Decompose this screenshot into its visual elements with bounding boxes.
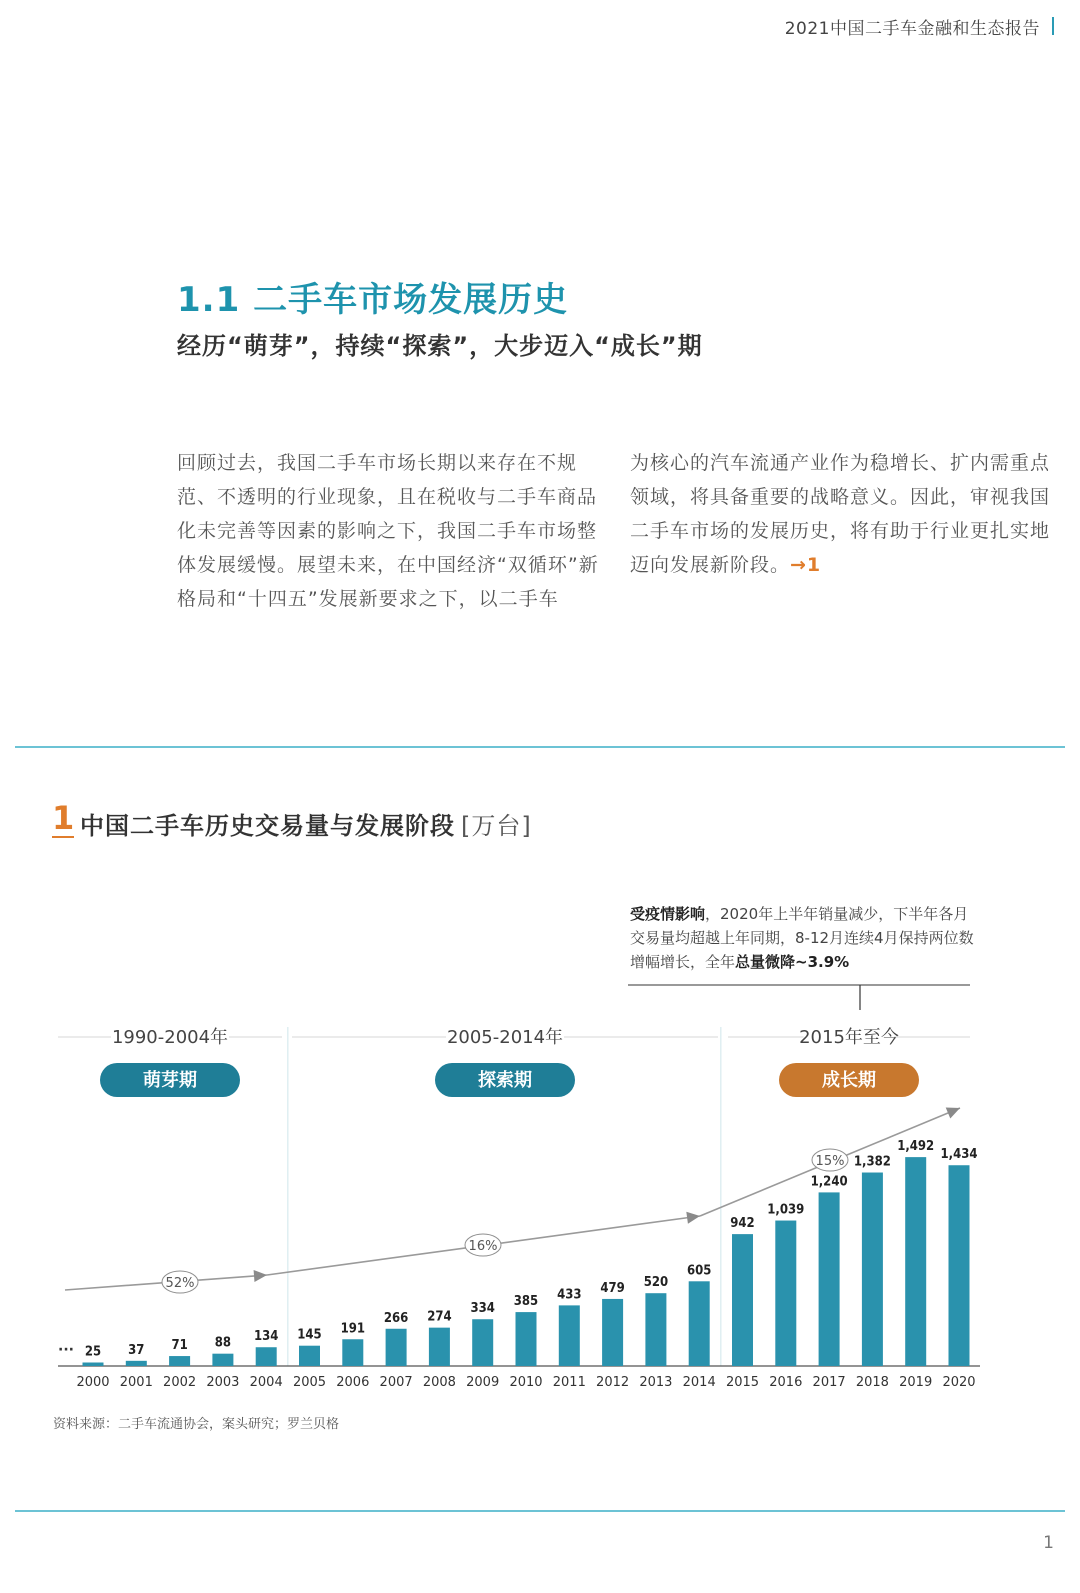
figure-reference-link[interactable]: →1: [790, 554, 822, 576]
transaction-volume-chart: [0, 980, 1080, 1400]
year-tick-label: 2011: [552, 1375, 586, 1390]
bar-2000: [83, 1363, 104, 1367]
figure-unit: [万台]: [461, 812, 532, 840]
bar-2014: [689, 1281, 710, 1366]
bar-value-label: 37: [128, 1342, 145, 1358]
stage-pill-label: 成长期: [822, 1070, 876, 1091]
bar-value-label: 274: [427, 1309, 452, 1325]
bar-value-label: 191: [340, 1321, 366, 1337]
bar-value-label: 385: [513, 1294, 539, 1310]
year-tick-label: 2001: [119, 1375, 153, 1390]
bar-2003: [212, 1354, 233, 1366]
year-tick-label: 2003: [206, 1375, 240, 1390]
annotation-text: ，2020年上半年销量减少，下半年各月交易量均超越上年同期，8-12月连续4月保持两位数增幅增长，全年: [630, 905, 974, 971]
source-note: 资料来源：二手车流通协会，案头研究；罗兰贝格: [53, 1417, 340, 1432]
year-tick-label: 2002: [163, 1375, 197, 1390]
annotation-bold-lead: 受疫情影响: [630, 905, 706, 923]
figure-title-text: 中国二手车历史交易量与发展阶段: [80, 812, 455, 840]
cagr-arrowhead: [254, 1270, 267, 1282]
bar-2008: [429, 1328, 450, 1366]
bar-value-label: 25: [84, 1344, 102, 1360]
leading-ellipsis: ···: [58, 1342, 74, 1358]
section-divider-bottom: [15, 1510, 1065, 1512]
year-tick-label: 2013: [639, 1375, 673, 1390]
year-tick-label: 2012: [596, 1375, 630, 1390]
year-tick-label: 2017: [812, 1375, 846, 1390]
year-tick-label: 2009: [466, 1375, 500, 1390]
section-subtitle: 经历“萌芽”，持续“探索”，大步迈入“成长”期: [177, 332, 703, 360]
bar-2005: [299, 1346, 320, 1366]
cagr-arrowhead: [686, 1212, 700, 1224]
bar-2001: [126, 1361, 147, 1366]
bar-value-label: 605: [686, 1263, 712, 1279]
year-tick-label: 2016: [769, 1375, 803, 1390]
year-tick-label: 2010: [509, 1375, 543, 1390]
bar-value-label: 433: [557, 1287, 582, 1303]
year-tick-label: 2018: [855, 1375, 889, 1390]
bar-2020: [949, 1165, 970, 1366]
bar-2006: [342, 1339, 363, 1366]
year-tick-label: 2006: [336, 1375, 370, 1390]
year-tick-label: 2000: [76, 1375, 110, 1390]
year-tick-label: 2004: [249, 1375, 283, 1390]
cagr-label: 15%: [815, 1154, 845, 1169]
bar-value-label: 334: [470, 1301, 495, 1317]
covid-annotation: [630, 902, 980, 974]
stage-period-label: 2005-2014年: [446, 1027, 564, 1048]
bar-value-label: 520: [643, 1275, 669, 1291]
bar-2015: [732, 1234, 753, 1366]
bar-value-label: 1,240: [810, 1174, 848, 1190]
bar-2009: [472, 1319, 493, 1366]
section-title: 1.1 二手车市场发展历史: [177, 280, 569, 320]
section-divider-top: [15, 746, 1065, 748]
bar-value-label: 1,382: [853, 1154, 891, 1170]
bar-2018: [862, 1173, 883, 1366]
bar-value-label: 71: [171, 1338, 188, 1354]
bar-value-label: 145: [297, 1327, 322, 1343]
body-paragraph-left: 回顾过去，我国二手车市场长期以来存在不规范、不透明的行业现象，且在税收与二手车商品化未完善等因素的影响之下，我国二手车市场整体发展缓慢。展望未来，在中国经济“双循环”新格局和“十四五”发展新要求之下，以二手车: [177, 452, 599, 610]
year-tick-label: 2015: [725, 1375, 760, 1390]
bar-value-label: 1,492: [897, 1139, 935, 1155]
stage-pill-label: 萌芽期: [143, 1070, 197, 1091]
bar-value-label: 479: [600, 1280, 625, 1296]
figure-title: [80, 806, 532, 841]
stage-period-label: 1990-2004年: [111, 1027, 229, 1048]
report-running-head: 2021中国二手车金融和生态报告: [784, 19, 1040, 39]
bar-2010: [516, 1312, 537, 1366]
bar-value-label: 1,039: [767, 1202, 805, 1218]
bar-2002: [169, 1356, 190, 1366]
body-paragraph-right-text: 为核心的汽车流通产业作为稳增长、扩内需重点领域，将具备重要的战略意义。因此，审视我国二手车市场的发展历史，将有助于行业更扎实地迈向发展新阶段。: [630, 452, 1051, 576]
bar-2012: [602, 1299, 623, 1366]
bar-2011: [559, 1305, 580, 1366]
body-paragraph-right: [630, 446, 1055, 582]
bar-2007: [386, 1329, 407, 1366]
year-tick-label: 2020: [942, 1375, 976, 1390]
year-tick-label: 2007: [379, 1375, 413, 1390]
bar-2017: [819, 1192, 840, 1366]
year-tick-label: 2019: [899, 1375, 933, 1390]
figure-number: 1: [52, 799, 75, 837]
page-number: 1: [1043, 1533, 1054, 1553]
bar-2004: [256, 1347, 277, 1366]
year-tick-label: 2005: [292, 1375, 327, 1390]
year-tick-label: 2008: [422, 1375, 456, 1390]
bar-2019: [905, 1157, 926, 1366]
bar-value-label: 266: [383, 1310, 409, 1326]
bar-value-label: 942: [730, 1216, 755, 1232]
bar-2013: [645, 1293, 666, 1366]
bar-value-label: 134: [253, 1329, 279, 1345]
annotation-bold-tail: 总量微降~3.9%: [735, 953, 850, 971]
stage-pill-label: 探索期: [478, 1070, 532, 1091]
running-head-bar: [1052, 17, 1054, 35]
bar-2016: [775, 1221, 796, 1366]
cagr-label: 52%: [165, 1276, 195, 1291]
cagr-label: 16%: [468, 1239, 498, 1254]
year-tick-label: 2014: [682, 1375, 716, 1390]
stage-period-label: 2015年至今: [799, 1027, 899, 1048]
bar-value-label: 88: [214, 1335, 232, 1351]
bar-value-label: 1,434: [940, 1147, 978, 1163]
